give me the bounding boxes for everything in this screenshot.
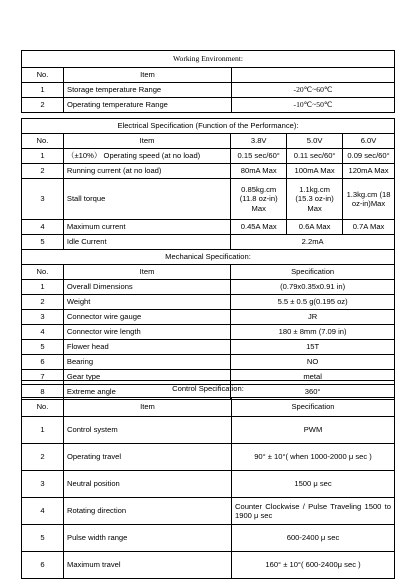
row-number: 2 (22, 295, 64, 310)
row-number: 2 (22, 164, 64, 179)
row-value-3: 0.09 sec/60° (343, 149, 395, 164)
working-environment-table (21, 50, 395, 113)
table-header-row (22, 265, 395, 280)
row-item: Neutral position (64, 471, 232, 498)
row-number: 6 (22, 355, 64, 370)
header-no: No. (22, 398, 64, 417)
row-number: 8 (22, 385, 64, 400)
table-title-row (22, 51, 395, 68)
header-specification: Specification (232, 398, 395, 417)
table-row (22, 444, 395, 471)
row-value: 160° ± 10°( 600-2400μ sec ) (232, 552, 395, 579)
working-environment-title: Working Environment: (22, 51, 395, 68)
row-value: 15T (231, 340, 395, 355)
row-value-2: 0.11 sec/60° (287, 149, 343, 164)
row-value: Counter Clockwise / Pulse Traveling 1500 to 1900 μ sec (232, 498, 395, 525)
table-row (22, 164, 395, 179)
row-item: Weight (63, 295, 230, 310)
header-value (232, 68, 395, 83)
table-row (22, 280, 395, 295)
table-row (22, 340, 395, 355)
row-number: 1 (22, 280, 64, 295)
row-item: Control system (64, 417, 232, 444)
table-row (22, 417, 395, 444)
header-item: Item (64, 398, 232, 417)
row-value-2: 1.1kg.cm (15.3 oz-in) Max (287, 179, 343, 220)
row-item: Gear type (63, 370, 230, 385)
row-number: 4 (22, 220, 64, 235)
row-item: Maximum current (63, 220, 230, 235)
row-value: -10℃~50℃ (232, 98, 395, 113)
table-header-row (22, 68, 395, 83)
header-no: No. (22, 68, 64, 83)
electrical-mechanical-table (21, 118, 395, 400)
row-number: 5 (22, 340, 64, 355)
row-item: Maximum travel (64, 552, 232, 579)
header-item: Item (64, 68, 232, 83)
header-voltage-2: 5.0V (287, 134, 343, 149)
row-value-3: 1.3kg.cm (18 oz-in)Max (343, 179, 395, 220)
table-header-row (22, 134, 395, 149)
table-row (22, 179, 395, 220)
row-number: 2 (22, 98, 64, 113)
row-item: Overall Dimensions (63, 280, 230, 295)
table-row (22, 525, 395, 552)
row-number: 1 (22, 149, 64, 164)
row-value: 180 ± 8mm (7.09 in) (231, 325, 395, 340)
row-item: （±10%） Operating speed (at no load) (63, 149, 230, 164)
row-value-1: 0.85kg.cm (11.8 oz-in) Max (231, 179, 287, 220)
row-number: 1 (22, 417, 64, 444)
row-item: Bearing (63, 355, 230, 370)
row-value-3: 0.7A Max (343, 220, 395, 235)
electrical-title: Electrical Specification (Function of the Performance): (22, 119, 395, 134)
table-row (22, 235, 395, 250)
row-value: 2.2mA (231, 235, 395, 250)
row-number: 1 (22, 83, 64, 98)
row-value-3: 120mA Max (343, 164, 395, 179)
row-number: 3 (22, 471, 64, 498)
row-number: 3 (22, 310, 64, 325)
table-row (22, 498, 395, 525)
row-item: Operating travel (64, 444, 232, 471)
row-value: 1500 μ sec (232, 471, 395, 498)
row-value: 360° (231, 385, 395, 400)
row-value: 5.5 ± 0.5 g(0.195 oz) (231, 295, 395, 310)
row-number: 3 (22, 179, 64, 220)
row-number: 4 (22, 325, 64, 340)
row-number: 7 (22, 370, 64, 385)
row-value: metal (231, 370, 395, 385)
table-row (22, 83, 395, 98)
row-number: 2 (22, 444, 64, 471)
row-item: Flower head (63, 340, 230, 355)
row-value: 600-2400 μ sec (232, 525, 395, 552)
table-header-row (22, 398, 395, 417)
table-row (22, 220, 395, 235)
header-item: Item (63, 265, 230, 280)
row-item: Pulse width range (64, 525, 232, 552)
row-value: (0.79x0.35x0.91 in) (231, 280, 395, 295)
table-row (22, 149, 395, 164)
header-no: No. (22, 265, 64, 280)
row-item: Idle Current (63, 235, 230, 250)
table-row (22, 325, 395, 340)
row-value-1: 0.45A Max (231, 220, 287, 235)
row-item: Running current (at no load) (63, 164, 230, 179)
row-item: Connector wire length (63, 325, 230, 340)
header-specification: Specification (231, 265, 395, 280)
row-item: Operating temperature Range (64, 98, 232, 113)
row-value-2: 0.6A Max (287, 220, 343, 235)
mechanical-title: Mechanical Specification: (22, 250, 395, 265)
row-item: Storage temperature Range (64, 83, 232, 98)
row-number: 6 (22, 552, 64, 579)
row-value-1: 0.15 sec/60° (231, 149, 287, 164)
row-value-2: 100mA Max (287, 164, 343, 179)
row-value: JR (231, 310, 395, 325)
table-row (22, 98, 395, 113)
table-title-row (22, 381, 395, 398)
control-title: Control Specification: (22, 381, 395, 398)
row-value: -20℃~60℃ (232, 83, 395, 98)
row-item: Connector wire gauge (63, 310, 230, 325)
row-number: 4 (22, 498, 64, 525)
row-value: 90° ± 10°( when 1000-2000 μ sec ) (232, 444, 395, 471)
header-item: Item (63, 134, 230, 149)
header-no: No. (22, 134, 64, 149)
row-item: Extreme angle (63, 385, 230, 400)
row-item: Stall torque (63, 179, 230, 220)
table-title-row (22, 119, 395, 134)
row-item: Rotating direction (64, 498, 232, 525)
table-title-row (22, 250, 395, 265)
row-number: 5 (22, 525, 64, 552)
table-row (22, 355, 395, 370)
control-specification-table (21, 380, 395, 579)
row-value-1: 80mA Max (231, 164, 287, 179)
table-row (22, 552, 395, 579)
header-voltage-1: 3.8V (231, 134, 287, 149)
table-row (22, 295, 395, 310)
header-voltage-3: 6.0V (343, 134, 395, 149)
table-row (22, 471, 395, 498)
table-row (22, 310, 395, 325)
row-value: PWM (232, 417, 395, 444)
row-value: NO (231, 355, 395, 370)
row-number: 5 (22, 235, 64, 250)
